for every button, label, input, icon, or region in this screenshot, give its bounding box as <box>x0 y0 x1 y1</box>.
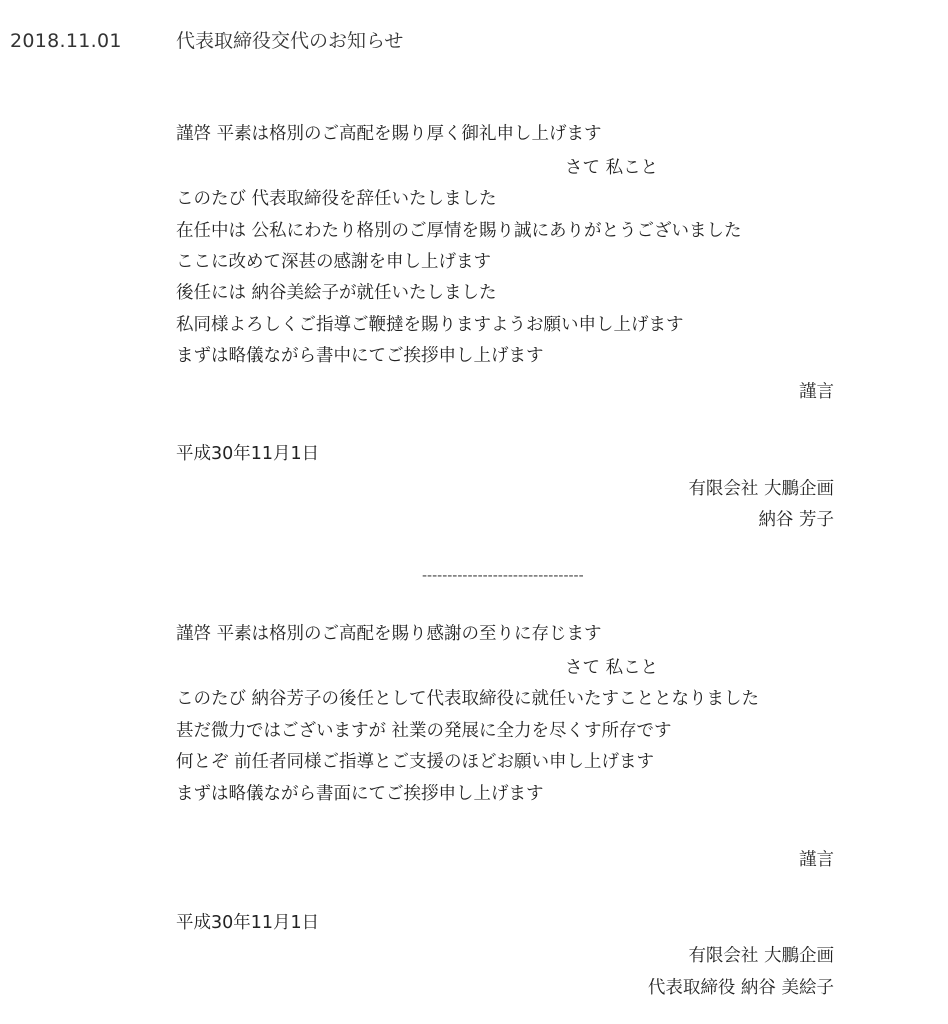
signatory-name: 代表取締役 納谷 美絵子 <box>647 978 834 998</box>
body-line: まずは略儀ながら書面にてご挨拶申し上げます <box>176 784 544 804</box>
signatory-name: 納谷 芳子 <box>758 510 834 530</box>
body-line: まずは略儀ながら書中にてご挨拶申し上げます <box>176 346 544 366</box>
news-title: 代表取締役交代のお知らせ <box>176 30 404 52</box>
notice-date: 平成30年11月1日 <box>176 444 320 464</box>
closing-kingen: 謹言 <box>799 850 834 870</box>
body-line: このたび 代表取締役を辞任いたしました <box>176 189 497 209</box>
sate-line: さて 私こと <box>565 658 659 678</box>
notice-date: 平成30年11月1日 <box>176 913 320 933</box>
body-line: 何とぞ 前任者同様ご指導とご支援のほどお願い申し上げます <box>176 752 655 772</box>
body-line: 私同様よろしくご指導ご鞭撻を賜りますようお願い申し上げます <box>176 315 684 335</box>
company-name: 有限会社 大鵬企画 <box>688 946 834 966</box>
body-line: ここに改めて深甚の感謝を申し上げます <box>176 252 491 272</box>
body-line: 後任には 納谷美絵子が就任いたしました <box>176 283 497 303</box>
company-name: 有限会社 大鵬企画 <box>688 479 834 499</box>
body-line: このたび 納谷芳子の後任として代表取締役に就任いたすこととなりました <box>176 689 760 709</box>
closing-kingen: 謹言 <box>799 382 834 402</box>
section-divider: -------------------------------- <box>422 568 584 584</box>
greeting-line: 謹啓 平素は格別のご高配を賜り厚く御礼申し上げます <box>176 124 602 144</box>
body-line: 在任中は 公私にわたり格別のご厚情を賜り誠にありがとうございました <box>176 221 742 241</box>
body-line: 甚だ微力ではございますが 社業の発展に全力を尽くす所存です <box>176 721 672 741</box>
sate-line: さて 私こと <box>565 158 659 178</box>
greeting-line: 謹啓 平素は格別のご高配を賜り感謝の至りに存じます <box>176 624 602 644</box>
news-date: 2018.11.01 <box>10 30 122 52</box>
